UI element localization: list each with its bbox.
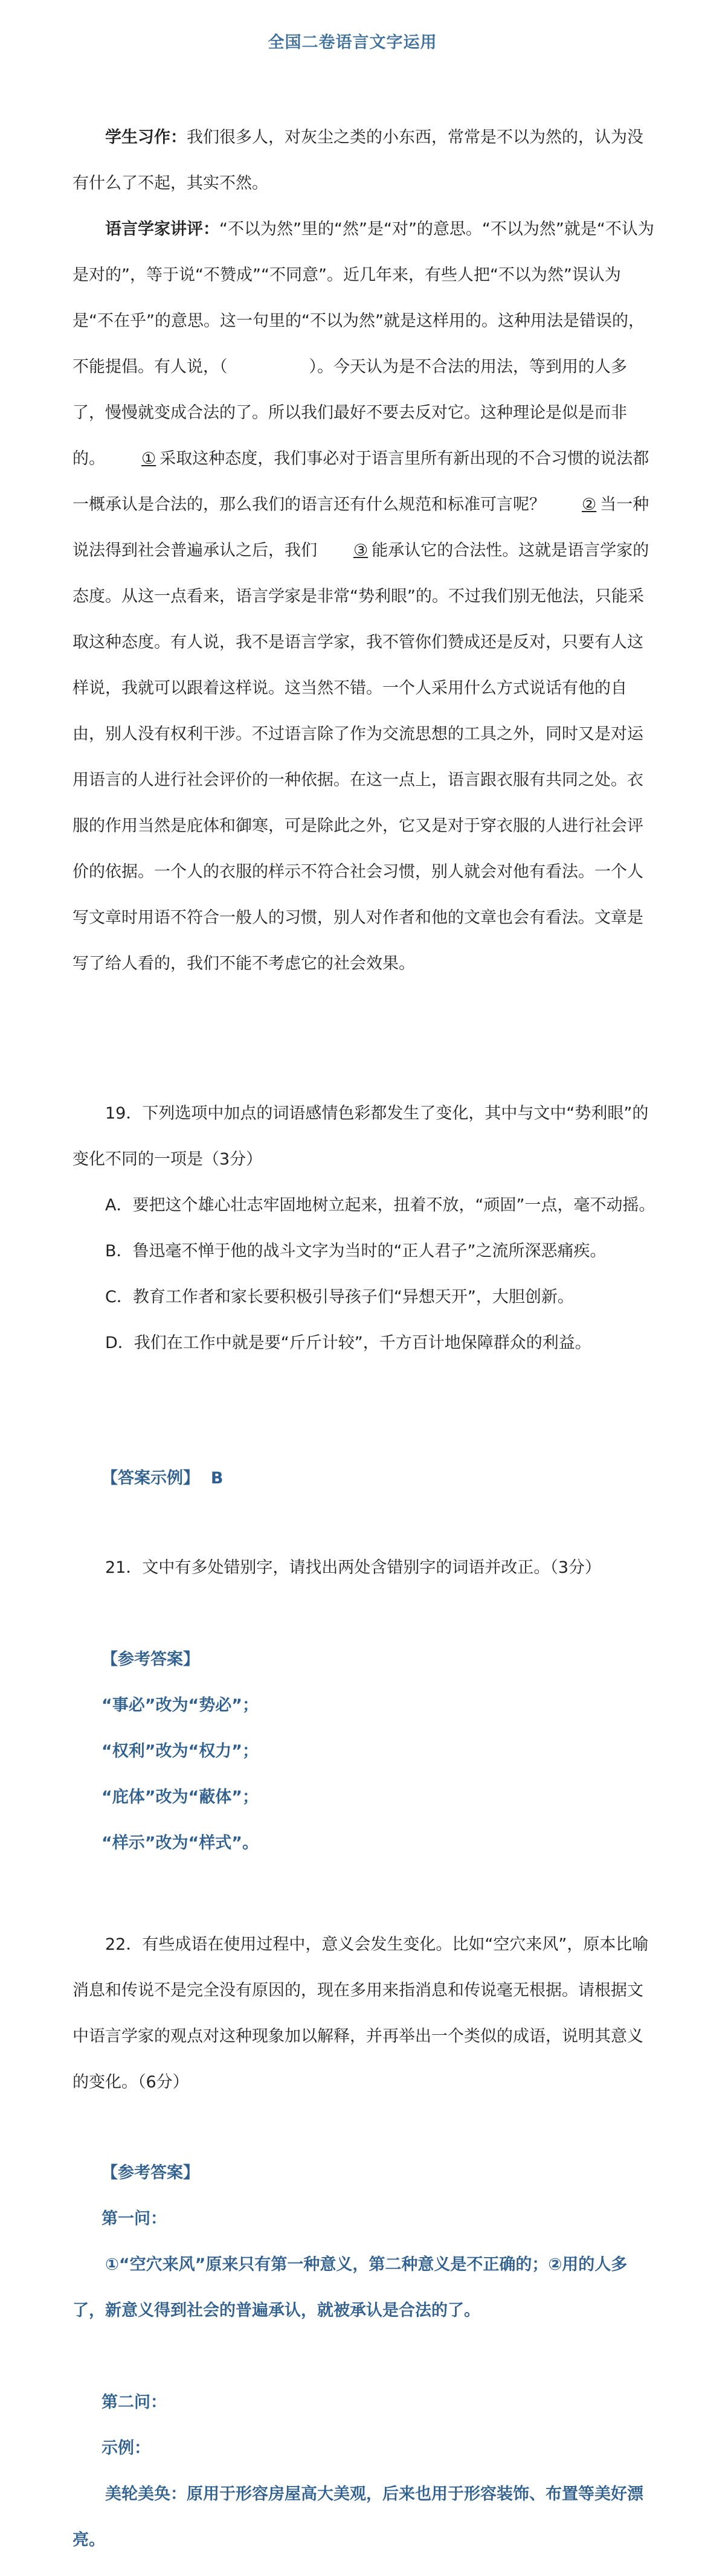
q21-answer <box>101 1637 658 1866</box>
q22-part2-label: 第二问： <box>101 2393 167 2412</box>
expert-text-1: “不以为然”里的“然”是“对”的意思。“不以为然”就是“不认为是对的”，等于说“不赞成”“不同意”。近几年来，有些人把“不以为然”误认为是“不在乎”的意思。这一句里的“不以为然”就是这样用的。这种用法是错误的，不能提倡。有人说，（ ）。今天认为是不合法的用法，等到用的人多了，慢慢就变成合法的了。所以我们最好不要去反对它。这种理论是似是而非的。 <box>72 220 654 468</box>
question-21 <box>72 1545 658 1591</box>
q21-answer-2: “权利”改为“权力”； <box>101 1742 259 1761</box>
q22-example-label: 示例： <box>101 2439 150 2458</box>
essay-section <box>72 115 658 987</box>
q19-option-d: D．我们在工作中就是要“斤斤计较”，千方百计地保障群众的利益。 <box>105 1334 591 1352</box>
blank-2: ② <box>582 495 597 514</box>
question-22 <box>72 1922 658 2105</box>
blank-1: ① <box>141 449 156 468</box>
q22-example-text: 美轮美奂：原用于形容房屋高大美观，后来也用于形容装饰、布置等美好漂亮。 <box>72 2485 643 2549</box>
expert-text-4: 能承认它的合法性。这就是语言学家的态度。从这一点看来，语言学家是非常“势利眼”的。不过我们别无他法，只能采取这种态度。有人说，我不是语言学家，我不管你们赞成还是反对，只要有人这样说，我就可以跟着这样说。这当然不错。一个人采用什么方式说话有他的自由，别人没有权利干涉。不过语言除了作为交流思想的工具之外，同时又是对运用语言的人进行社会评价的一种依据。在这一点上，语言跟衣服有共同之处。衣服的作用当然是庇体和御寒，可是除此之外，它又是对于穿衣服的人进行社会评价的依据。一个人的衣服的样示不符合社会习惯，别人就会对他有看法。一个人写文章时用语不符合一般人的习惯，别人对作者和他的文章也会有看法。文章是写了给人看的，我们不能不考虑它的社会效果。 <box>72 541 649 973</box>
q19-option-c: C．教育工作者和家长要积极引导孩子们“异想天开”，大胆创新。 <box>105 1288 574 1306</box>
q22-answer-header <box>101 2150 658 2242</box>
page-title: 全国二卷语言文字运用 <box>268 33 437 52</box>
q21-answer-label: 【参考答案】 <box>101 1650 199 1669</box>
q19-answer <box>101 1456 658 1502</box>
q21-answer-3: “庇体”改为“蔽体”； <box>101 1788 259 1807</box>
q19-option-a: A．要把这个雄心壮志牢固地树立起来，扭着不放，“顽固”一点，毫不动摇。 <box>105 1196 655 1215</box>
q22-part1-text: ①“空穴来风”原来只有第一种意义，第二种意义是不正确的；②用的人多了，新意义得到社会的普遍承认，就被承认是合法的了。 <box>72 2255 628 2320</box>
q21-stem: 21．文中有多处错别字，请找出两处含错别字的词语并改正。（3分） <box>105 1558 602 1577</box>
q19-answer-line <box>101 1456 658 1502</box>
q19-answer-value: B <box>210 1469 224 1488</box>
student-paragraph <box>72 115 658 207</box>
q19-option-b: B．鲁迅毫不惮于他的战斗文字为当时的“正人君子”之流所深恶痛疾。 <box>105 1242 607 1261</box>
q21-answer-4: “样示”改为“样式”。 <box>101 1834 259 1852</box>
q19-stem: 19．下列选项中加点的词语感情色彩都发生了变化，其中与文中“势利眼”的变化不同的一项是（3分） <box>72 1104 649 1169</box>
q22-part1 <box>72 2242 658 2334</box>
q19-answer-label: 【答案示例】 <box>101 1469 199 1488</box>
q22-answer-label: 【参考答案】 <box>101 2163 199 2182</box>
q22-part2-header <box>101 2380 658 2472</box>
question-19 <box>72 1091 658 1366</box>
expert-paragraph <box>72 207 658 987</box>
expert-text-3: 当一种说法得到社会普遍承认之后，我们 <box>72 495 649 560</box>
q22-example <box>72 2472 658 2563</box>
q22-part1-label: 第一问： <box>101 2209 167 2228</box>
q22-stem: 22．有些成语在使用过程中，意义会发生变化。比如“空穴来风”，原本比喻消息和传说不是完全没有原因的，现在多用来指消息和传说毫无根据。请根据文中语言学家的观点对这种现象加以解释，并再举出一个类似的成语，说明其意义的变化。（6分） <box>72 1935 649 2092</box>
expert-label: 语言学家讲评： <box>105 220 219 239</box>
q21-answer-1: “事必”改为“势必”； <box>101 1696 259 1715</box>
blank-3: ③ <box>353 541 369 560</box>
student-text: 我们很多人，对灰尘之类的小东西，常常是不以为然的，认为没有什么了不起，其实不然。 <box>72 128 643 193</box>
student-label: 学生习作： <box>105 128 187 147</box>
expert-text-2: 采取这种态度，我们事必对于语言里所有新出现的不合习惯的说法都一概承认是合法的，那么我们的语言还有什么规范和标准可言呢？ <box>72 449 649 514</box>
